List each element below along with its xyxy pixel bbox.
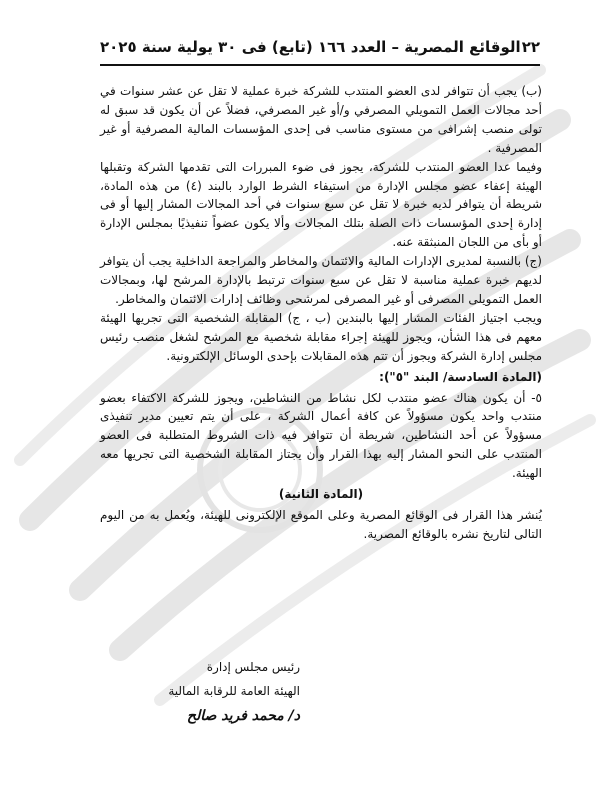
article2-heading: (المادة الثانية) (278, 487, 364, 502)
signature-title: رئيس مجلس إدارة (206, 660, 300, 674)
header-title: الوقائع المصرية – العدد ١٦٦ (تابع) فى ٣٠ يولية سنة ٢٠٢٥ (100, 38, 521, 56)
signature-org: الهيئة العامة للرقابة المالية (168, 684, 300, 698)
header-rule (100, 64, 540, 66)
article2-text: يُنشر هذا القرار فى الوقائع المصرية وعلى الموقع الإلكترونى للهيئة، ويُعمل به من اليوم التالى لتاريخ نشره بالوقائع المصرية. (100, 507, 542, 541)
paragraph-interview: ويجب اجتياز الفئات المشار إليها بالبندين (ب ، ج) المقابلة الشخصية التى تجريها الهيئة معهم فى هذا الشأن، ويجوز للهيئة إجراء مقابلة شخصية مع المرشح لشغل منصب رئيس مجلس إدارة الشركة ويجوز أن تتم هذه المقابلات بإحدى الوسائل الإلكترونية. (100, 310, 542, 363)
section6-heading: (المادة السادسة/ البند "٥"): (379, 369, 542, 384)
paragraph-exemption: وفيما عدا العضو المنتدب للشركة، يجوز فى ضوء المبررات التى تقدمها الشركة وتقبلها الهيئة إعفاء عضو مجلس الإدارة من استيفاء الشرط الوارد بالبند (٤) من هذه المادة، شريطة أن يتوافر لديه خبرة لا تقل عن سبع سنوات في أحد المجالات المشار إليها أو فى إدارة إحدى المؤسسات ذات الصلة بتلك المجالات وألا يكون عضواً تنفيذيًا بمجلس الإدارة أو بأى من اللجان المنبثقة عنه. (100, 159, 542, 250)
paragraph-c: (ج) بالنسبة لمديرى الإدارات المالية والائتمان والمخاطر والمراجعة الداخلية يجب أن يتوافر لديهم خبرة عملية مناسبة لا تقل عن سبع سنوات ترتبط بالإدارة المرشح لها، وبمجالات العمل التمويلى المصرفى أو غير المصرفى لمرشحى وظائف إدارات الائتمان والمخاطر. (100, 254, 542, 306)
header-page-number: ٢٢ (521, 38, 540, 56)
paragraph-b: (ب) يجب أن تتوافر لدى العضو المنتدب للشركة خبرة عملية لا تقل عن عشر سنوات في أحد مجالات العمل التمويلي المصرفي و/أو غير المصرفي، فضلاً عن أن يكون قد سبق له تولى منصب إشرافى من مستوى مناسب فى إحدى المؤسسات المالية المصرفية أو غير المصرفية . (100, 84, 542, 155)
signature-name (100, 708, 300, 724)
signature-name-text: د/ محمد فريد صالح (186, 708, 300, 724)
page-header (100, 38, 540, 56)
body-text (100, 82, 542, 544)
section6-text: ٥- أن يكون هناك عضو منتدب لكل نشاط من النشاطين، ويجوز للشركة الاكتفاء بعضو منتدب واحد يكون مسؤولاً عن كافة أعمال الشركة ، على أن يتم تعيين مدير تنفيذى مسؤولاً عن أحد النشاطين، شريطة أن تتوافر فيه ذات الشروط المتطلبة فى العضو المنتدب على النحو المشار إليه بهذا القرار وأن يجتاز المقابلة الشخصية التى تجريها معه الهيئة. (100, 390, 542, 481)
